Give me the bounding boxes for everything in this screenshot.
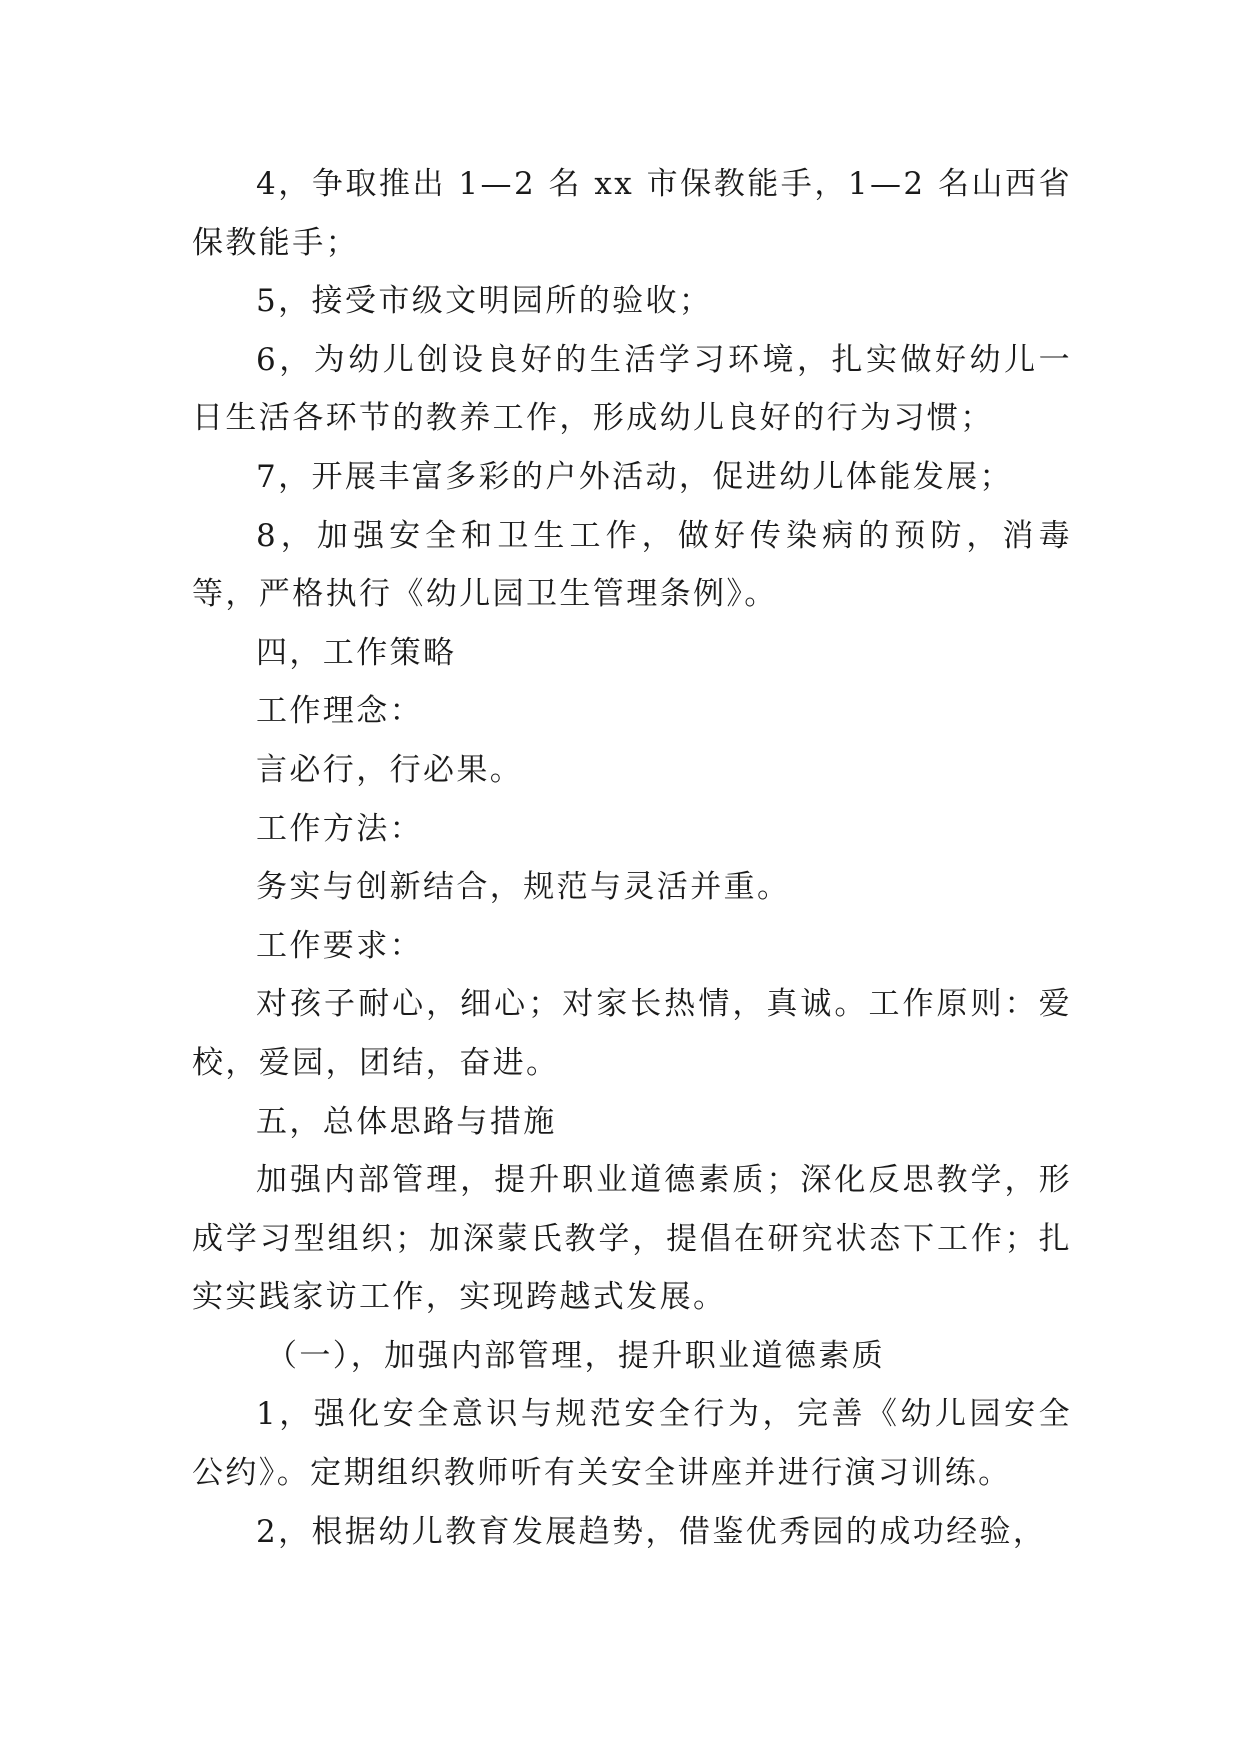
- paragraph-measure-2: 2，根据幼儿教育发展趋势，借鉴优秀园的成功经验，: [256, 1513, 1047, 1550]
- text-work-method: 务实与创新结合，规范与灵活并重。: [256, 869, 791, 906]
- label-work-method: 工作方法：: [256, 810, 423, 847]
- paragraph-goal-4: 4，争取推出 1—2 名 xx 市保教能手，1—2 名山西省保教能手；: [192, 166, 1072, 261]
- section-heading-work-strategy: 四，工作策略: [256, 634, 457, 671]
- label-work-concept: 工作理念：: [256, 693, 423, 730]
- paragraph-goal-8: 8，加强安全和卫生工作，做好传染病的预防，消毒等，严格执行《幼儿园卫生管理条例》。: [192, 517, 1072, 613]
- paragraph-overall-approach: 加强内部管理，提升职业道德素质；深化反思教学，形成学习型组织；加深蒙氏教学，提倡在研究状态下工作；扎实实践家访工作，实现跨越式发展。: [192, 1162, 1072, 1316]
- label-work-requirement: 工作要求：: [256, 927, 423, 964]
- paragraph-goal-7: 7，开展丰富多彩的户外活动，促进幼儿体能发展；: [256, 458, 1013, 495]
- section-heading-overall-approach: 五，总体思路与措施: [256, 1103, 557, 1140]
- document-body: [192, 155, 1072, 1561]
- subsection-heading-internal-management: （一），加强内部管理，提升职业道德素质: [266, 1337, 886, 1374]
- text-work-requirement: 对孩子耐心，细心；对家长热情，真诚。工作原则：爱校，爱园，团结，奋进。: [192, 986, 1072, 1081]
- text-work-concept: 言必行，行必果。: [256, 751, 524, 788]
- paragraph-goal-6: 6，为幼儿创设良好的生活学习环境，扎实做好幼儿一日生活各环节的教养工作，形成幼儿良好的行为习惯；: [192, 341, 1072, 437]
- paragraph-goal-5: 5，接受市级文明园所的验收；: [256, 283, 713, 320]
- paragraph-measure-1: 1，强化安全意识与规范安全行为，完善《幼儿园安全公约》。定期组织教师听有关安全讲座并进行演习训练。: [192, 1396, 1072, 1492]
